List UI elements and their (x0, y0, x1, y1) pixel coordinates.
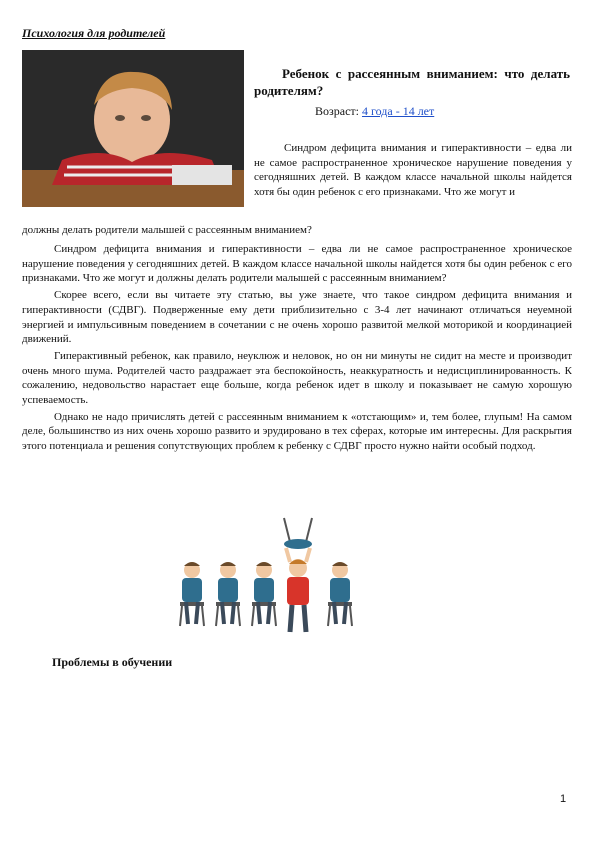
boy-photo-image (22, 50, 244, 207)
page-number: 1 (560, 793, 567, 805)
age-link[interactable]: 4 года - 14 лет (361, 104, 435, 118)
paragraph-3: Гиперактивный ребенок, как правило, неуклюж и неловок, но он ни минуты не сидит на месте и производит очень много шума. Родителей часто раздражает эта беспокойность, неаккуратность и недисциплинированность. К сожалению, недовольство нарастает еще больше, когда ребенок идет в школу и показывает не самую хорошую успеваемость. (22, 349, 572, 407)
boy-photo (22, 50, 244, 207)
article-title (254, 66, 570, 100)
section-header: Психология для родителей (22, 26, 166, 40)
intro-right (254, 141, 572, 199)
hyperactive-child-illustration (170, 514, 370, 639)
article-title-text: Ребенок с рассеянным вниманием: что делать родителям? (254, 66, 570, 98)
children-on-chairs-icon (170, 514, 370, 639)
intro-right-text: Синдром дефицита внимания и гиперактивности – едва ли не самое распространенное хроническое нарушение поведения у сегодняшних детей. В каждом классе начальной школы найдется хотя бы один ребенок с его признаками. Что же могут и (254, 142, 572, 198)
age-label: Возраст: (315, 104, 359, 118)
age-line (315, 104, 434, 119)
intro-tail: должны делать родители малышей с рассеянным вниманием? (22, 224, 312, 236)
article-body (22, 242, 572, 454)
paragraph-2: Скорее всего, если вы читаете эту статью, вы уже знаете, что такое синдром дефицита внимания и гиперактивности (СДВГ). Подверженные ему дети приблизительно с 3-4 лет начинают отличаться неуемной энергией и импульсивным поведением в сочетании с не очень хорошо развитой мелкой моторикой и координацией движений. (22, 289, 572, 346)
section-subheading: Проблемы в обучении (52, 655, 173, 669)
paragraph-1: Синдром дефицита внимания и гиперактивности – едва ли не самое распространенное хроническое нарушение поведения у сегодняшних детей. В каждом классе начальной школы найдется хотя бы один ребенок с его признаками. Что же могут и должны делать родители малышей с рассеянным вниманием? (22, 243, 572, 285)
paragraph-4: Однако не надо причислять детей с рассеянным вниманием к «отстающим» и, тем более, глупым! На самом деле, большинство из них очень хорошо развито и эрудировано в тех сферах, которые им интересны. Для раскрытия этого потенциала и решения сопутствующих проблем к ребенку с СДВГ просто нужно найти особый подход. (22, 410, 572, 453)
